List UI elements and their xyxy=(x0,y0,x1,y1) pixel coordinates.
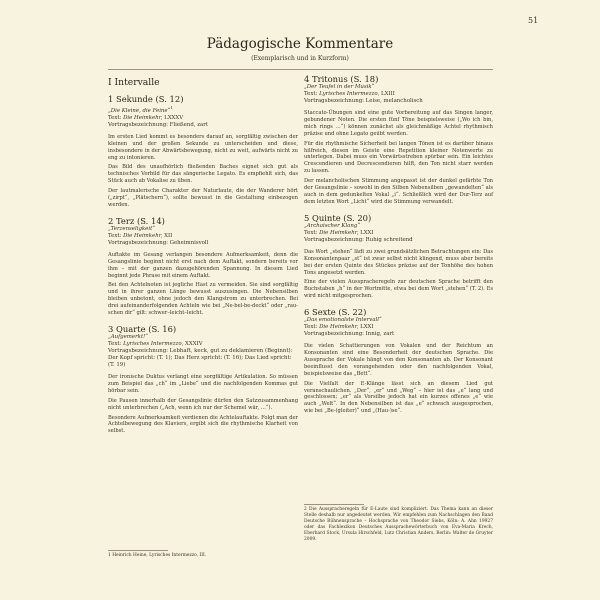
footnote-1: 1 Heinrich Heine, Lyrisches Intermezzo, III. xyxy=(108,553,207,558)
vortragsbezeichnung: Vortragsbezeichnung: Ruhig schreitend xyxy=(304,236,413,243)
section-quinte xyxy=(304,213,493,300)
paragraph: Staccato-Übungen sind eine gute Vorbereitung auf das Singen langer, gebundener Noten. Die ersten fünf Töne beispielsweise („Wo ich bin, mich rings …“) können zunächst als gleichmäßige Achtel rhythmisch präzise und ohne Legato geübt werden. xyxy=(304,110,493,137)
paragraph: Auftakte im Gesang verlangen besondere Aufmerksamkeit, denn die Gesangslinie beginnt nicht erst nach dem Auftakt, sondern bereits vor ihm – mit der ganzen dazugehörenden Spannung. In diesem Lied beginnt jede Phrase mit einem Auftakt. xyxy=(108,251,298,279)
paragraph: Die vielen Schattierungen von Vokalen und der Reichtum an Konsonanten sind eine Besonderheit der deutschen Sprache. Die Aussprache der Vokale hängt von den Konsonanten ab. Der Konsonant beeinflusst den vorangehenden oder den nachfolgenden Vokal, beispielsweise das „Bett“. xyxy=(304,343,493,377)
section-subtitle: „Archaischer Klang“ xyxy=(304,222,361,229)
footnote-rule-right xyxy=(304,504,364,505)
paragraph: Eine der vielen Ausspracheregeln zur deutschen Sprache betrifft den Buchstaben „h“ in der Wortmitte, etwa bei dem Wort „stehen“ (T. 2). Es wird nicht mitgesprochen. xyxy=(304,279,493,300)
paragraph: Im ersten Lied kommt es besonders darauf an, sorgfältig zwischen der kleinen und der großen Sekunde zu unterscheiden und diese, insbesondere in der Abwärtsbewegung, nicht zu weit, aufwärts nicht zu eng zu intonieren. xyxy=(108,133,298,161)
paragraph: Das Wort „stehen“ lädt zu zwei grundsätzlichen Betrachtungen ein: Das Konsonantenpaar „st“ ist zwar selbst nicht klingend, muss aber bereits bei der ersten Quinte des Stückes präzise auf der Tonhöhe des hohen Tons angesetzt werden. xyxy=(304,248,493,276)
right-column xyxy=(304,74,493,422)
text-source: Text: Lyrisches Intermezzo, LXIII xyxy=(304,91,395,97)
page-subtitle: (Exemplarisch und in Kurzform) xyxy=(251,55,349,62)
section-subtitle: „Die Kleine, die Feine“$^1$ xyxy=(108,105,173,114)
section-heading: 1 Sekunde (S. 12) xyxy=(108,94,184,104)
paragraph: Der ironische Duktus verlangt eine sorgfältige Artikulation. So müssen zum Beispiel das „ch“ im „Liebe“ und die nachfolgenden Kommas gut hörbar sein. xyxy=(108,374,298,394)
section-heading: 5 Quinte (S. 20) xyxy=(304,212,372,223)
paragraph: Die Pausen innerhalb der Gesangslinie dürfen den Satzzusammenhang nicht unterbrechen („Ach, wenn ich nur der Schemel wär, …“). xyxy=(108,397,298,411)
section-sekunde xyxy=(108,94,298,209)
section-heading: 4 Tritonus (S. 18) xyxy=(304,74,379,84)
vortragsbezeichnung: Vortragsbezeichnung: Fließend, zart xyxy=(108,121,208,128)
paragraph: Der lautmalerische Charakter der Naturlaute, die der Wanderer hört („zirpt“, „Plätschern“), sollte bewusst in die Gestaltung einbezogen werden. xyxy=(108,188,298,208)
vortragsbezeichnung: Vortragsbezeichnung: Geheimnisvoll xyxy=(108,239,209,246)
text-source: Text: Lyrisches Intermezzo, XXXIV xyxy=(108,341,203,348)
paragraph: Die Vielfalt der E-Klänge lässt sich an diesem Lied gut veranschaulichen. „Der“, „er“ und „Weg“ – hier ist das „e“ lang und geschlossen; „er“ als Vorsilbe jedoch hat ein kurzes offenes „e“ wie auch „Welt“. In den Nebensilben ist das „e“ schwach ausgesprochen, wie bei „Be-(gleiter)“ und „(Hau-)se“. xyxy=(304,380,493,415)
section-heading: 2 Terz (S. 14) xyxy=(108,215,165,226)
section-sexte xyxy=(304,307,493,415)
text-source: Text: Die Heimkehr, LXXI xyxy=(304,324,374,331)
section-terz xyxy=(108,216,298,317)
paragraph: Der melancholischen Stimmung angepasst ist der dunkel gefärbte Ton der Gesangslinie – sowohl in den Silben Nebensilben „gewandelten“ als auch in dem gedunkelten Vokal „i“. Schließlich wird der Dur-Terz auf dem letzten Wort „Licht“ wird die Stimmung verwandelt. xyxy=(304,178,493,205)
paragraph: Für die rhythmische Sicherheit bei langen Tönen ist es darüber hinaus hilfreich, diesen im Geiste eine Repetition kleiner Notenwerte zu unterlegen. Dabei muss ein Vorwärtsstreben spürbar sein. Ein leichtes Crescendieren und Decrescendieren hilft, den Ton nicht starr werden zu lassen. xyxy=(304,140,493,175)
page-number: 51 xyxy=(528,16,539,25)
section-tritonus xyxy=(304,74,493,206)
text-source: Text: Die Heimkehr, XII xyxy=(108,232,173,239)
section-subtitle: „Terzenseligkeit“ xyxy=(108,225,156,232)
footnote-ref: 1 xyxy=(170,105,173,110)
chapter-heading: I Intervalle xyxy=(108,77,160,88)
paragraph: Das Bild des unaufhörlich fließenden Baches eignet sich gut als technisches Vorbild für das sängerische Legato. Es empfiehlt sich, das Stück auch ab Vokalise zu üben. xyxy=(108,164,298,185)
footnote-rule-left xyxy=(108,550,168,551)
paragraph: Bei den Achtelnoten ist jegliche Hast zu vermeiden. Sie sind sorgfältig und in ihrer ganzen Länge bewusst auszusingen. Die Nebensilben bleiben unbetont, ohne jedoch den Klangstrom zu unterbrechen. Bei drei aufeinanderfolgenden Achteln wie bei „Ne-bel-be-deckt“ oder „rau-schen dir“ gilt: schwer–leicht–leicht. xyxy=(108,282,298,317)
vortragsbezeichnung: Vortragsbezeichnung: Leise, melancholisch xyxy=(304,98,423,104)
page-title: Pädagogische Kommentare xyxy=(206,36,394,52)
title-rule xyxy=(108,69,493,70)
vortragsbezeichnung: Vortragsbezeichnung: Lebhaft, keck, gut zu deklamieren (Beginnt): Der Kopf spricht: (T. 1); Das Herz spricht: (T. 16); Das Lied spricht: (T. 19) xyxy=(108,348,293,369)
section-heading: 6 Sexte (S. 22) xyxy=(304,307,367,318)
section-subtitle: „Der Teufel in der Musik“ xyxy=(304,84,375,90)
paragraph: Besondere Aufmerksamkeit verdienen die Achtelauftakte. Folgt man der Achtelbewegung des Klaviers, ergibt sich die rhythmische Klarheit von selbst. xyxy=(108,414,298,435)
text-source: Text: Die Heimkehr, LXXXV xyxy=(108,114,184,121)
footnote-2: 2 Die Ausspracheregeln für E-Laute sind kompliziert. Das Thema kann an dieser Stelle deshalb nur angedeutet werden. Wir empfehlen zum Nachschlagen den Band Deutsche Bühnensprache – Hochsprache von Theodor Siebs, Köln: A. Ahn 19927 oder das Fachlexikon Deutsches Aussprachewörterbuch von Eva-Maria Krech, Eberhard Stock, Ursula Hirschfeld, Lutz Christian Anders, Berlin: Walter de Gruyter 2009. xyxy=(304,507,493,542)
section-subtitle: „Aufgemerkt!“ xyxy=(108,334,149,341)
text-source: Text: Die Heimkehr, LXXI xyxy=(304,229,374,236)
vortragsbezeichnung: Vortragsbezeichnung: Innig, zart xyxy=(304,331,395,338)
section-quarte xyxy=(108,324,298,435)
left-column xyxy=(108,74,298,442)
section-heading: 3 Quarte (S. 16) xyxy=(108,324,177,335)
section-subtitle: „Das emotionalste Intervall“ xyxy=(304,317,382,324)
